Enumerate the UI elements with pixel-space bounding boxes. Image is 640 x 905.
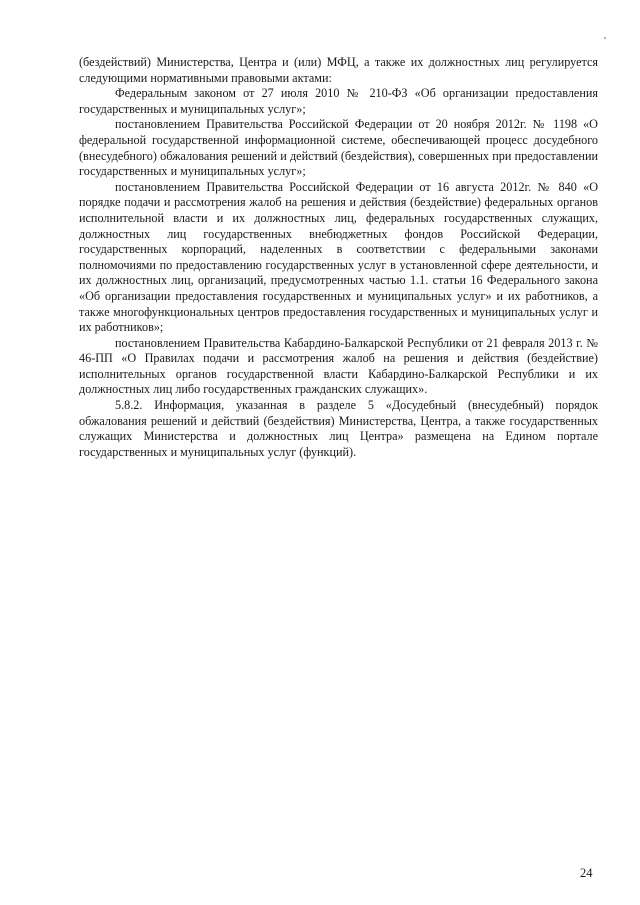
paragraph-section-5-8-2: 5.8.2. Информация, указанная в разделе 5 «Досудебный (внесудебный) порядок обжалования решений и действий (бездействия) Министерства, Центра, а также государственных служащих Министерства и должностных лиц Центра» размещена на Едином портале государственных и муниципальных услуг (функций). <box>79 398 598 459</box>
scan-speck <box>604 37 606 39</box>
body-text <box>79 55 598 460</box>
paragraph-decree-1198: постановлением Правительства Российской Федерации от 20 ноября 2012г. № 1198 «О федеральной государственной информационной системе, обеспечивающей процесс досудебного (внесудебного) обжалования решений и действий (бездействия), совершенных при предоставлении государственных и муниципальных услуг»; <box>79 117 598 179</box>
paragraph-federal-law: Федеральным законом от 27 июля 2010 № 210-ФЗ «Об организации предоставления государственных и муниципальных услуг»; <box>79 86 598 116</box>
paragraph-decree-840: постановлением Правительства Российской Федерации от 16 августа 2012г. № 840 «О порядке подачи и рассмотрения жалоб на решения и действия (бездействие) федеральных органов исполнительной власти и их должностных лиц, федеральных государственных служащих, должностных лиц государственных внебюджетных фондов Российской Федерации, государственных корпораций, наделенных в соответствии с федеральными законами полномочиями по предоставлению государственных услуг в установленной сфере деятельности, и их должностных лиц, организаций, предусмотренных частью 1.1. статьи 16 Федерального закона «Об организации предоставления государственных и муниципальных услуг» и их работников, а также многофункциональных центров предоставления государственных и муниципальных услуг и их работников»; <box>79 179 598 335</box>
paragraph-decree-46pp: постановлением Правительства Кабардино-Балкарской Республики от 21 февраля 2013 г. № 46-ПП «О Правилах подачи и рассмотрения жалоб на решения и действия (бездействие) исполнительных органов государственной власти Кабардино-Балкарской Республики и их должностных лиц либо государственных гражданских служащих». <box>79 335 598 397</box>
paragraph-continuation: (бездействий) Министерства, Центра и (или) МФЦ, а также их должностных лиц регулируется следующими нормативными правовыми актами: <box>79 55 598 85</box>
page-number: 24 <box>580 866 593 880</box>
